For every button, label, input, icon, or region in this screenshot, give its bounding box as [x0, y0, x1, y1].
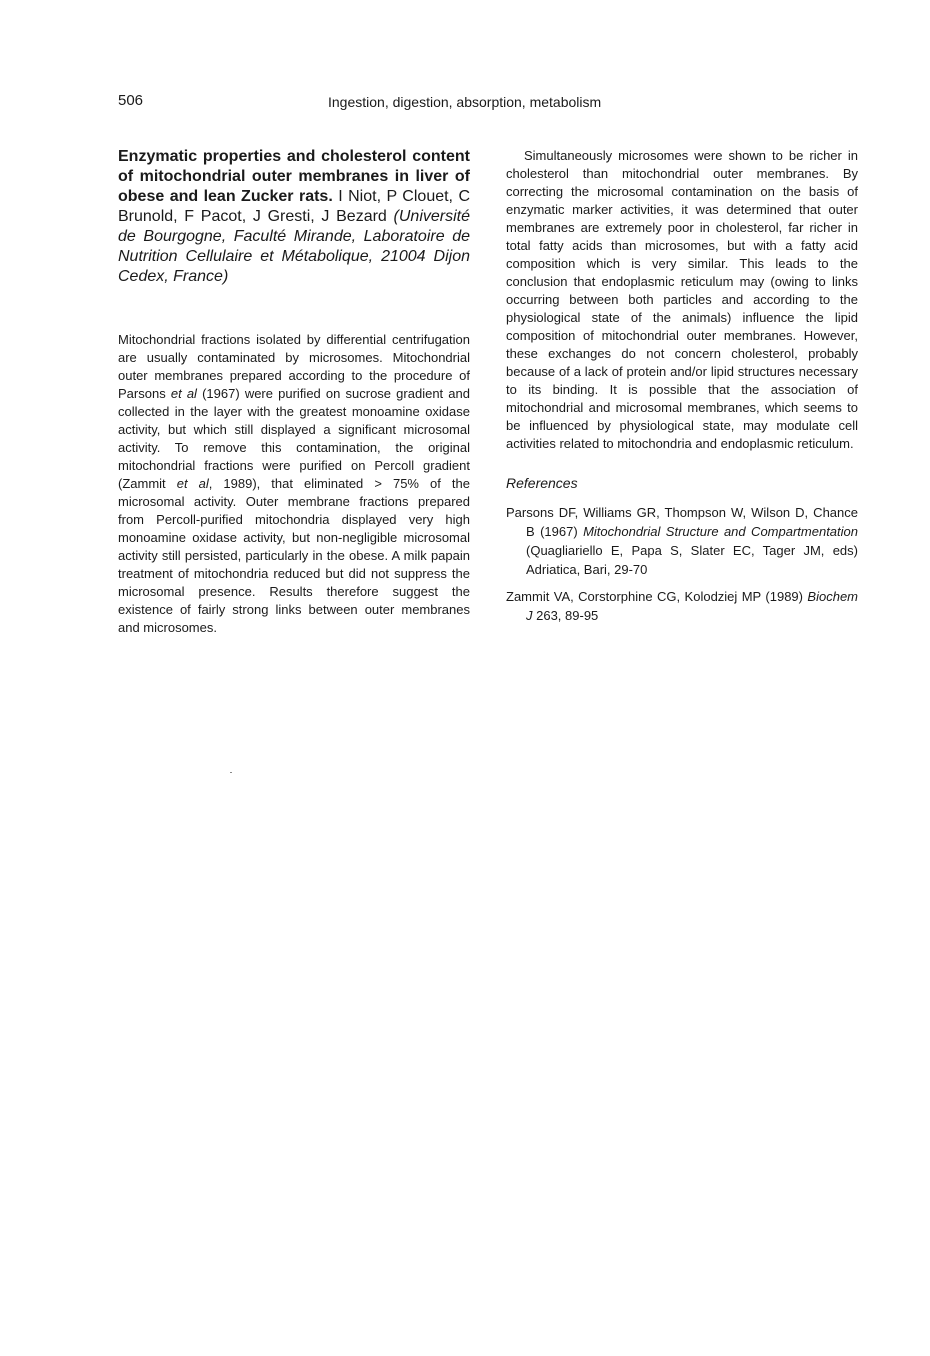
right-column — [506, 147, 858, 633]
italic-run: Biochem J — [526, 589, 858, 623]
reference-item — [506, 503, 858, 579]
italic-run: et al — [170, 386, 197, 401]
italic-run: et al — [176, 476, 209, 491]
abstract-authors: I Niot, P Clouet, C Brunold, F Pacot, J Gresti, J Bezard — [118, 188, 471, 225]
scan-speck — [230, 772, 232, 773]
text-run: Zammit VA, Corstorphine CG, Kolodziej MP (1989) — [506, 589, 808, 604]
italic-run: Mitochondrial Structure and Compartmentation — [583, 524, 858, 539]
text-run: , 1989), that eliminated > 75% of the microsomal activity. Outer membrane fractions prepared from Percoll-purified mitochondria displayed very high monoamine oxidase activity, but non-negligible microsomal activity still persisted, particularly in the obese. A milk papain treatment of mitochondria reduced but did not suppress the microsomal presence. Results therefore suggest the existence of fairly strong links between outer membranes and microsomes. — [118, 476, 471, 635]
abstract-paragraph-2: Simultaneously microsomes were shown to be richer in cholesterol than mitochondrial outer membranes. By correcting the microsomal contamination on the basis of enzymatic marker activities, it was determined that outer membranes are extremely poor in cholesterol, far richer in total fatty acids than microsomes, but with a fatty acid composition which is very similar. This leads to the conclusion that endoplasmic reticulum may (owing to links occurring between both particles and according to the physiological state of the animals) influence the lipid composition of mitochondrial outer membranes. However, these exchanges do not concern cholesterol, probably because of a lack of protein and/or lipid structures necessary to its binding. It is possible that the association of mitochondrial and microsomal membranes, which seems to be influenced by physiological state, may modulate cell activities related to mitochondria and endoplasmic reticulum. — [506, 148, 858, 451]
reference-item — [506, 587, 858, 625]
page-number: 506 — [118, 92, 144, 109]
text-run: Parsons DF, Williams GR, Thompson W, Wilson D, Chance B (1967) — [506, 505, 858, 539]
running-head: Ingestion, digestion, absorption, metabolism — [328, 94, 602, 110]
left-column — [118, 147, 470, 637]
abstract-affiliation: (Université de Bourgogne, Faculté Mirande, Laboratoire de Nutrition Cellulaire et Métabolique, 21004 Dijon Cedex, France) — [118, 208, 470, 285]
abstract-title: Enzymatic properties and cholesterol content of mitochondrial outer membranes in liver of obese and lean Zucker rats. — [118, 148, 470, 205]
text-run: Mitochondrial fractions isolated by differential centrifugation are usually contaminated by microsomes. Mitochondrial outer membranes prepared according to the procedure of Parsons — [118, 332, 470, 401]
text-run: (1967) were purified on sucrose gradient and collected in the layer with the greatest monoamine oxidase activity, but which still displayed a significant microsomal activity. To remove this contamination, the original mitochondrial fractions were purified on Percoll gradient (Zammit — [118, 386, 470, 491]
abstract-paragraph-1 — [118, 331, 470, 637]
text-run: 263, 89-95 — [532, 608, 599, 623]
text-run: (Quagliariello E, Papa S, Slater EC, Tager JM, eds) Adriatica, Bari, 29-70 — [526, 543, 858, 577]
references-heading: References — [506, 475, 578, 491]
abstract-heading — [118, 147, 470, 287]
